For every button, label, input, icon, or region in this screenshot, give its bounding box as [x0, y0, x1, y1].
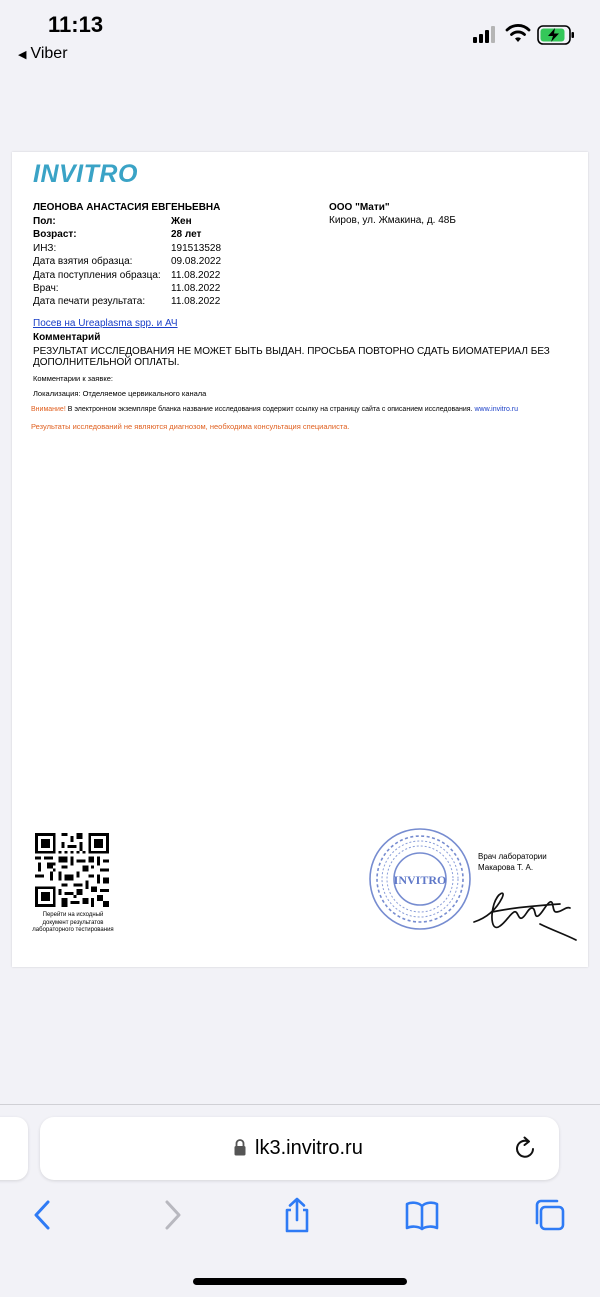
cellular-signal-icon: [473, 25, 495, 43]
disclaimer: Результаты исследований не являются диагнозом, необходима консультация специалиста.: [31, 422, 350, 431]
url-text[interactable]: lk3.invitro.ru: [255, 1137, 363, 1159]
signer-name: Макарова Т. А.: [478, 863, 534, 872]
field-label: Дата взятия образца:: [33, 256, 133, 268]
lock-icon: [234, 1139, 246, 1156]
org-address: Киров, ул. Жмакина, д. 48Б: [329, 215, 456, 226]
lab-result-document: [12, 152, 588, 967]
status-time: 11:13: [48, 12, 104, 37]
field-value: 09.08.2022: [171, 256, 222, 268]
field-label: Пол:: [33, 216, 56, 227]
warning-link[interactable]: www.invitro.ru: [474, 406, 519, 413]
field-label: Дата поступления образца:: [33, 269, 161, 281]
field-row-age: [33, 228, 221, 241]
forward-icon[interactable]: [155, 1197, 189, 1233]
field-row-doctor: [33, 282, 221, 295]
status-bar: [0, 0, 600, 70]
org-name: ООО "Мати": [329, 202, 390, 213]
battery-charging-icon: [537, 25, 575, 45]
field-row-receipt-date: [33, 269, 221, 282]
share-icon[interactable]: [280, 1197, 314, 1233]
warning-label: Внимание!: [31, 406, 66, 413]
back-app-label: Viber: [30, 45, 68, 62]
back-to-app-button[interactable]: [18, 45, 68, 63]
warning-line: [31, 406, 518, 413]
field-value: 11.08.2022: [171, 282, 221, 294]
qr-caption: Перейти на исходный документ результатов лабораторного тестирования: [32, 912, 114, 933]
tabs-icon[interactable]: [532, 1197, 566, 1233]
patient-name: ЛЕОНОВА АНАСТАСИЯ ЕВГЕНЬЕВНА: [33, 202, 221, 213]
signer-title: Врач лаборатории: [478, 852, 547, 861]
warning-text: В электронном экземпляре бланка название исследования содержит ссылку на страницу сайта с описанием исследования.: [65, 406, 475, 413]
reload-icon[interactable]: [512, 1135, 538, 1161]
field-label: Возраст:: [33, 229, 77, 241]
previous-tab-preview[interactable]: [0, 1117, 28, 1180]
field-row-sample-date: [33, 255, 221, 268]
field-label: Врач:: [33, 282, 59, 294]
wifi-icon: [505, 22, 531, 44]
signature-image: [470, 878, 578, 944]
lab-stamp: [368, 827, 472, 931]
bookmarks-icon[interactable]: [405, 1197, 439, 1233]
test-name-link[interactable]: Посев на Ureaplasma spp. и АЧ: [33, 318, 178, 329]
result-text: РЕЗУЛЬТАТ ИССЛЕДОВАНИЯ НЕ МОЖЕТ БЫТЬ ВЫДАН. ПРОСЬБА ПОВТОРНО СДАТЬ БИОМАТЕРИАЛ БЕЗ ДОПОЛНИТЕЛЬНОЙ ОПЛАТЫ.: [33, 346, 550, 368]
comment-heading: Комментарий: [33, 332, 101, 343]
field-row-inz: [33, 242, 221, 255]
invitro-logo: INVITRO: [33, 160, 138, 188]
field-row-sex: [33, 215, 221, 228]
qr-code[interactable]: [35, 833, 109, 907]
back-icon[interactable]: [26, 1197, 60, 1233]
request-comments: Комментарии к заявке:: [33, 374, 113, 383]
home-indicator[interactable]: [193, 1278, 407, 1285]
back-triangle-icon: ◀: [18, 48, 27, 61]
address-bar[interactable]: [40, 1117, 559, 1180]
localization: Локализация: Отделяемое цервикального канала: [33, 389, 207, 398]
signer-block: [478, 851, 547, 873]
field-value: 11.08.2022: [171, 269, 221, 281]
field-value: Жен: [171, 216, 192, 227]
field-value: 11.08.2022: [171, 296, 221, 308]
field-value: 191513528: [171, 242, 222, 254]
field-label: ИНЗ:: [33, 242, 57, 254]
field-label: Дата печати результата:: [33, 296, 146, 308]
field-value: 28 лет: [171, 229, 202, 241]
field-row-print-date: [33, 295, 221, 308]
patient-fields: [33, 215, 221, 309]
stamp-text: INVITRO: [393, 873, 447, 887]
